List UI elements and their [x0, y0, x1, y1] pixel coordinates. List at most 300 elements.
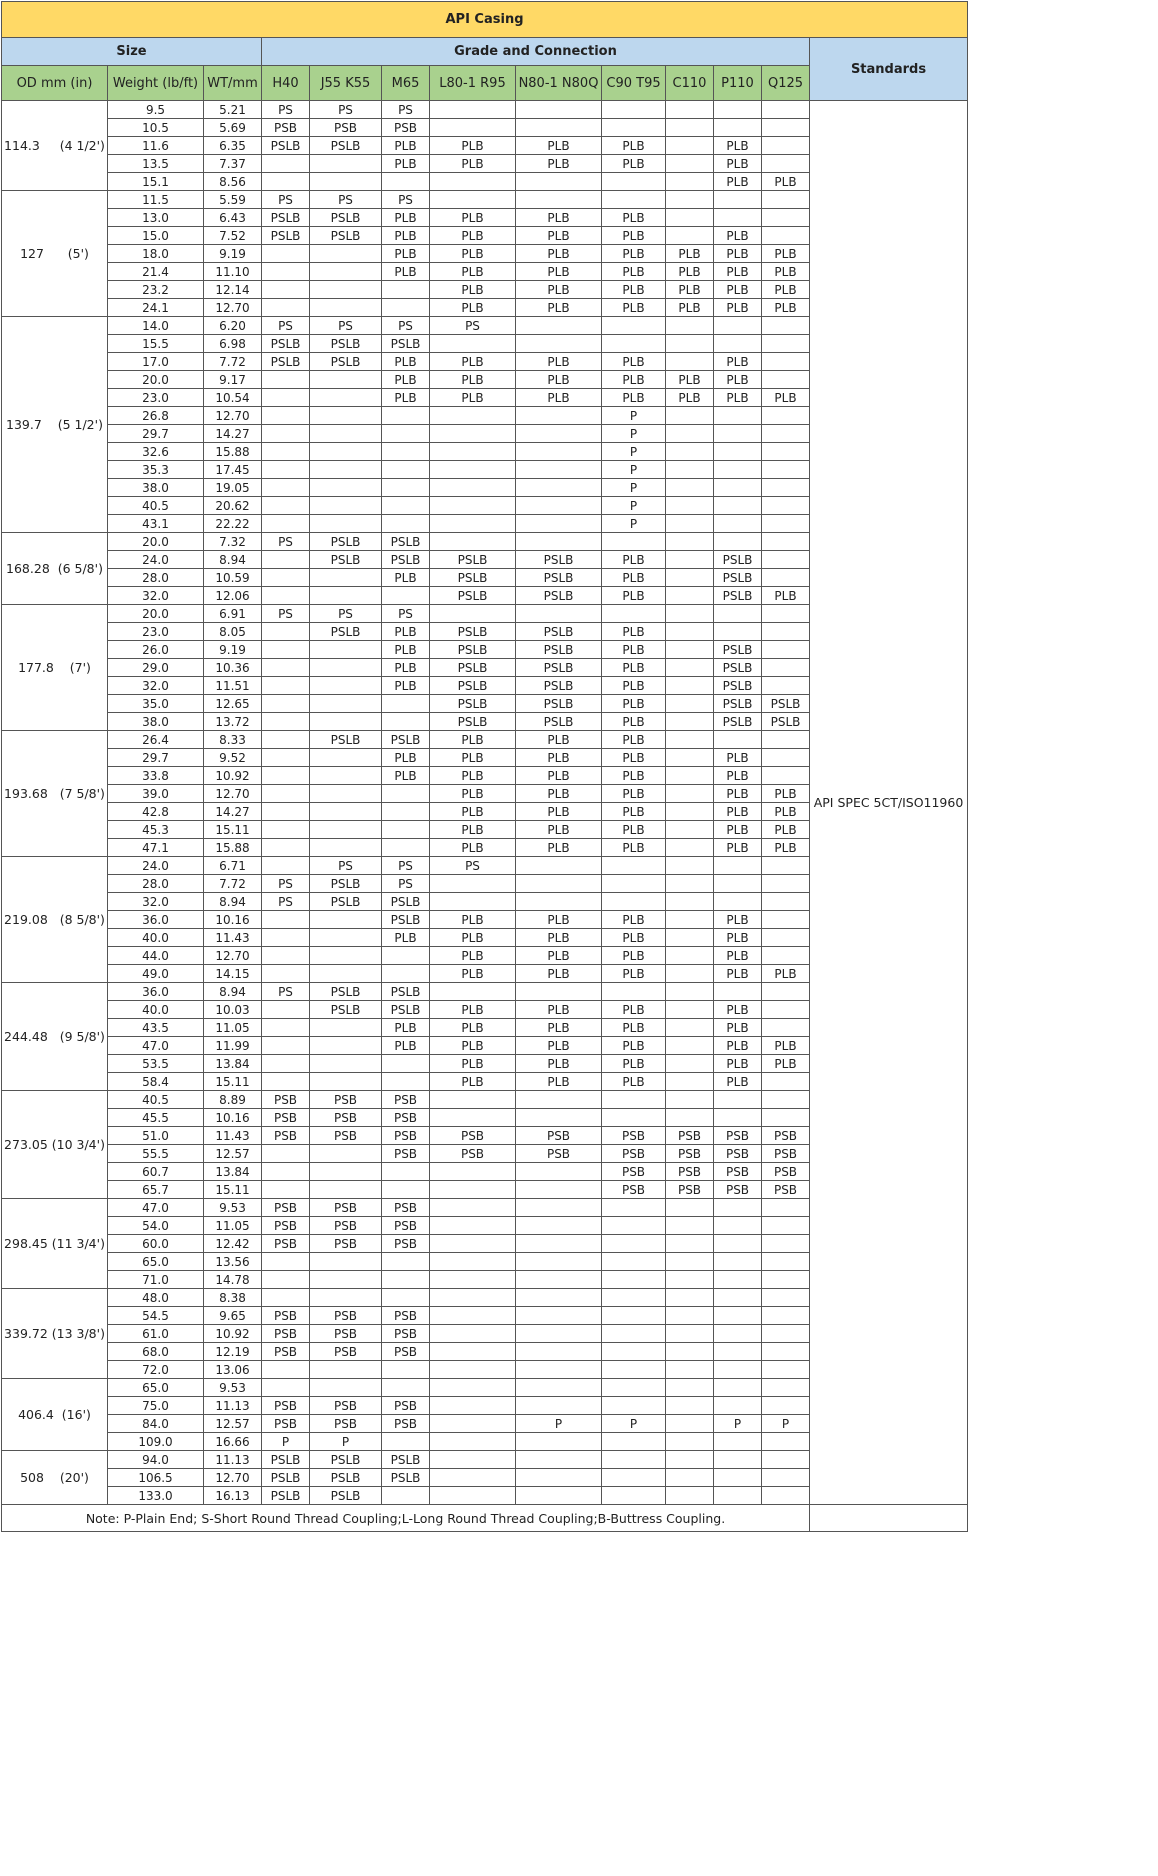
grade-cell: PSB [516, 1145, 602, 1163]
grade-cell: PSLB [262, 335, 310, 353]
wall-thickness-cell: 15.11 [204, 1181, 262, 1199]
grade-cell: PS [262, 893, 310, 911]
grade-cell: PSLB [516, 551, 602, 569]
grade-cell [516, 875, 602, 893]
weight-cell: 48.0 [108, 1289, 204, 1307]
grade-cell: PS [310, 317, 382, 335]
grade-cell [516, 1181, 602, 1199]
grade-cell: PSB [310, 1127, 382, 1145]
grade-cell: PSLB [382, 893, 430, 911]
od-cell: 177.8 (7') [2, 605, 108, 731]
grade-cell [516, 1091, 602, 1109]
grade-cell [762, 1469, 810, 1487]
weight-cell: 29.0 [108, 659, 204, 677]
grade-cell [382, 497, 430, 515]
grade-cell: PLB [762, 587, 810, 605]
wall-thickness-cell: 8.94 [204, 893, 262, 911]
grade-cell: PLB [382, 569, 430, 587]
grade-cell [762, 317, 810, 335]
grade-cell: PSB [262, 1217, 310, 1235]
weight-cell: 54.0 [108, 1217, 204, 1235]
grade-cell [666, 1415, 714, 1433]
grade-cell [714, 875, 762, 893]
grade-cell: PLB [430, 785, 516, 803]
grade-cell: PLB [516, 749, 602, 767]
grade-cell: PSB [382, 1145, 430, 1163]
grade-cell [430, 1181, 516, 1199]
wall-thickness-cell: 6.98 [204, 335, 262, 353]
wall-thickness-cell: 8.94 [204, 551, 262, 569]
grade-cell [430, 1361, 516, 1379]
wall-thickness-cell: 7.72 [204, 353, 262, 371]
grade-cell [762, 227, 810, 245]
grade-cell [516, 479, 602, 497]
grade-cell: PLB [602, 299, 666, 317]
wall-thickness-cell: 14.27 [204, 803, 262, 821]
wall-thickness-cell: 10.54 [204, 389, 262, 407]
wall-thickness-cell: 12.14 [204, 281, 262, 299]
od-cell: 114.3 (4 1/2') [2, 101, 108, 191]
column-header: M65 [382, 66, 430, 101]
weight-cell: 35.0 [108, 695, 204, 713]
standards-cell: API SPEC 5CT/ISO11960 [810, 101, 968, 1505]
grade-cell: PLB [516, 1073, 602, 1091]
grade-cell [516, 317, 602, 335]
grade-cell [762, 1235, 810, 1253]
grade-cell: PLB [430, 1001, 516, 1019]
grade-cell: PSB [382, 1091, 430, 1109]
grade-cell [666, 191, 714, 209]
grade-cell [262, 425, 310, 443]
grade-cell [666, 443, 714, 461]
grade-cell [516, 1397, 602, 1415]
grade-cell: PLB [666, 299, 714, 317]
grade-cell [666, 335, 714, 353]
grade-cell [666, 1343, 714, 1361]
grade-cell: PLB [516, 731, 602, 749]
grade-cell: PLB [430, 803, 516, 821]
grade-cell: PLB [714, 803, 762, 821]
wall-thickness-cell: 14.15 [204, 965, 262, 983]
weight-cell: 106.5 [108, 1469, 204, 1487]
grade-cell [382, 1181, 430, 1199]
grade-cell [430, 407, 516, 425]
od-cell: 219.08 (8 5/8') [2, 857, 108, 983]
standards-header: Standards [810, 38, 968, 101]
wall-thickness-cell: 11.10 [204, 263, 262, 281]
grade-cell: PSLB [310, 875, 382, 893]
grade-cell [516, 407, 602, 425]
grade-cell: PLB [382, 677, 430, 695]
grade-cell [262, 731, 310, 749]
weight-cell: 20.0 [108, 533, 204, 551]
wall-thickness-cell: 9.17 [204, 371, 262, 389]
grade-cell [262, 1037, 310, 1055]
column-header: L80-1 R95 [430, 66, 516, 101]
grade-cell: PSLB [310, 731, 382, 749]
wall-thickness-cell: 13.56 [204, 1253, 262, 1271]
grade-cell [714, 857, 762, 875]
grade-cell [602, 1397, 666, 1415]
grade-cell: PSLB [430, 551, 516, 569]
grade-cell: PLB [714, 1055, 762, 1073]
grade-cell [714, 1289, 762, 1307]
grade-cell [382, 299, 430, 317]
grade-cell [430, 173, 516, 191]
grade-cell [262, 587, 310, 605]
weight-cell: 15.5 [108, 335, 204, 353]
grade-cell: PS [262, 875, 310, 893]
wall-thickness-cell: 10.16 [204, 1109, 262, 1127]
grade-cell [762, 1379, 810, 1397]
grade-cell: PSB [262, 1235, 310, 1253]
grade-cell [762, 191, 810, 209]
grade-cell [310, 677, 382, 695]
weight-cell: 24.1 [108, 299, 204, 317]
grade-cell [262, 1289, 310, 1307]
weight-cell: 13.5 [108, 155, 204, 173]
grade-cell: PLB [516, 839, 602, 857]
grade-cell: PLB [516, 209, 602, 227]
wall-thickness-cell: 12.19 [204, 1343, 262, 1361]
grade-cell [262, 1019, 310, 1037]
grade-cell [762, 1451, 810, 1469]
weight-cell: 36.0 [108, 983, 204, 1001]
grade-cell [762, 1109, 810, 1127]
grade-cell [666, 785, 714, 803]
grade-cell [762, 929, 810, 947]
weight-cell: 65.0 [108, 1379, 204, 1397]
grade-cell [516, 533, 602, 551]
wall-thickness-cell: 8.33 [204, 731, 262, 749]
grade-cell [262, 407, 310, 425]
grade-cell: PLB [430, 767, 516, 785]
od-cell: 168.28 (6 5/8') [2, 533, 108, 605]
grade-cell: PSB [602, 1163, 666, 1181]
grade-cell: PLB [430, 209, 516, 227]
grade-cell [666, 659, 714, 677]
grade-cell: PLB [666, 371, 714, 389]
grade-cell: PS [310, 101, 382, 119]
column-header: OD mm (in) [2, 66, 108, 101]
wall-thickness-cell: 11.43 [204, 1127, 262, 1145]
grade-cell [262, 965, 310, 983]
grade-cell [602, 101, 666, 119]
grade-cell [310, 1019, 382, 1037]
grade-cell [310, 1181, 382, 1199]
grade-cell: PSB [382, 1217, 430, 1235]
grade-cell: PSB [714, 1163, 762, 1181]
grade-cell [516, 857, 602, 875]
weight-cell: 15.0 [108, 227, 204, 245]
grade-cell [430, 443, 516, 461]
weight-cell: 109.0 [108, 1433, 204, 1451]
grade-cell [666, 713, 714, 731]
grade-cell: PLB [714, 371, 762, 389]
grade-cell: P [310, 1433, 382, 1451]
grade-cell: PSLB [714, 587, 762, 605]
grade-cell: PSLB [430, 659, 516, 677]
grade-cell: PLB [516, 299, 602, 317]
grade-cell: PLB [430, 749, 516, 767]
grade-cell: PLB [516, 137, 602, 155]
grade-cell [516, 1325, 602, 1343]
grade-cell [666, 353, 714, 371]
grade-cell [666, 209, 714, 227]
grade-cell: PLB [430, 1055, 516, 1073]
grade-cell [666, 821, 714, 839]
grade-cell: PLB [430, 821, 516, 839]
grade-cell [602, 1199, 666, 1217]
grade-cell [310, 839, 382, 857]
weight-cell: 60.0 [108, 1235, 204, 1253]
weight-cell: 35.3 [108, 461, 204, 479]
grade-cell [310, 695, 382, 713]
grade-cell [262, 281, 310, 299]
grade-cell: PSLB [516, 623, 602, 641]
grade-cell [262, 803, 310, 821]
grade-cell [762, 1199, 810, 1217]
grade-cell: PLB [430, 371, 516, 389]
grade-cell [762, 605, 810, 623]
grade-cell: PSLB [262, 353, 310, 371]
wall-thickness-cell: 9.19 [204, 245, 262, 263]
grade-cell: PLB [714, 767, 762, 785]
grade-cell [516, 983, 602, 1001]
grade-cell [430, 1343, 516, 1361]
grade-cell: PSLB [310, 983, 382, 1001]
wall-thickness-cell: 7.37 [204, 155, 262, 173]
grade-cell: PLB [714, 155, 762, 173]
grade-cell [714, 425, 762, 443]
grade-cell [430, 479, 516, 497]
grade-cell: PLB [430, 155, 516, 173]
grade-cell: PSB [310, 1307, 382, 1325]
grade-cell [714, 605, 762, 623]
grade-cell [602, 875, 666, 893]
weight-cell: 14.0 [108, 317, 204, 335]
grade-cell: PLB [382, 371, 430, 389]
grade-cell [382, 839, 430, 857]
grade-cell [666, 101, 714, 119]
grade-cell [262, 713, 310, 731]
weight-cell: 28.0 [108, 569, 204, 587]
grade-cell [310, 1271, 382, 1289]
grade-cell [262, 479, 310, 497]
grade-cell [666, 1217, 714, 1235]
grade-cell: PSB [382, 1199, 430, 1217]
grade-cell: PSLB [516, 713, 602, 731]
grade-cell: PSLB [714, 569, 762, 587]
grade-cell: P [602, 515, 666, 533]
grade-cell [516, 1271, 602, 1289]
grade-cell: PSB [762, 1145, 810, 1163]
weight-cell: 53.5 [108, 1055, 204, 1073]
weight-cell: 45.5 [108, 1109, 204, 1127]
grade-cell: PLB [762, 785, 810, 803]
grade-cell [666, 461, 714, 479]
grade-cell: PSLB [714, 551, 762, 569]
grade-cell: PSB [262, 1127, 310, 1145]
grade-cell [382, 1379, 430, 1397]
grade-cell: PLB [714, 749, 762, 767]
grade-cell: PSLB [516, 569, 602, 587]
grade-cell: PSB [310, 1109, 382, 1127]
grade-cell [714, 1343, 762, 1361]
grade-cell: PLB [762, 389, 810, 407]
grade-cell: PLB [516, 1037, 602, 1055]
grade-cell: PLB [602, 245, 666, 263]
grade-cell: PSB [382, 1397, 430, 1415]
grade-cell: PLB [602, 695, 666, 713]
wall-thickness-cell: 6.71 [204, 857, 262, 875]
grade-cell [382, 443, 430, 461]
grade-cell: PLB [382, 1037, 430, 1055]
grade-cell [310, 389, 382, 407]
grade-cell [666, 227, 714, 245]
weight-cell: 23.0 [108, 623, 204, 641]
grade-cell: PSLB [430, 587, 516, 605]
grade-cell [762, 1487, 810, 1505]
grade-cell [382, 1073, 430, 1091]
grade-cell: PSB [382, 1109, 430, 1127]
grade-cell [666, 893, 714, 911]
grade-cell [310, 659, 382, 677]
grade-cell: PLB [382, 245, 430, 263]
weight-cell: 49.0 [108, 965, 204, 983]
grade-cell [430, 1199, 516, 1217]
grade-cell: PLB [430, 911, 516, 929]
grade-cell: PLB [762, 173, 810, 191]
wall-thickness-cell: 17.45 [204, 461, 262, 479]
grade-cell: PS [430, 317, 516, 335]
grade-cell [666, 1109, 714, 1127]
wall-thickness-cell: 10.16 [204, 911, 262, 929]
grade-cell [666, 1469, 714, 1487]
grade-cell: P [714, 1415, 762, 1433]
grade-cell [762, 893, 810, 911]
grade-cell: PSB [262, 1109, 310, 1127]
grade-cell [762, 1253, 810, 1271]
grade-cell [714, 1379, 762, 1397]
grade-cell [666, 965, 714, 983]
grade-cell: PLB [602, 767, 666, 785]
grade-cell [714, 1397, 762, 1415]
grade-cell [262, 245, 310, 263]
grade-cell [262, 299, 310, 317]
grade-cell [762, 1397, 810, 1415]
grade-cell: PSB [762, 1181, 810, 1199]
grade-cell [516, 1469, 602, 1487]
grade-cell: PSLB [310, 551, 382, 569]
grade-cell [310, 497, 382, 515]
grade-cell: PLB [602, 137, 666, 155]
grade-cell [602, 1325, 666, 1343]
column-header: C90 T95 [602, 66, 666, 101]
weight-cell: 23.2 [108, 281, 204, 299]
grade-cell [762, 461, 810, 479]
grade-cell [516, 1163, 602, 1181]
weight-cell: 26.4 [108, 731, 204, 749]
grade-cell: PSLB [430, 677, 516, 695]
grade-cell: PSLB [262, 1451, 310, 1469]
wall-thickness-cell: 8.05 [204, 623, 262, 641]
grade-cell: PLB [602, 155, 666, 173]
wall-thickness-cell: 14.78 [204, 1271, 262, 1289]
grade-cell: PLB [516, 785, 602, 803]
grade-cell [714, 407, 762, 425]
grade-cell: PLB [430, 731, 516, 749]
grade-cell [310, 803, 382, 821]
grade-cell [382, 1271, 430, 1289]
grade-cell [262, 1055, 310, 1073]
grade-cell [430, 101, 516, 119]
weight-cell: 40.0 [108, 929, 204, 947]
grade-cell: PLB [602, 551, 666, 569]
wall-thickness-cell: 16.13 [204, 1487, 262, 1505]
note-text: Note: P-Plain End; S-Short Round Thread Coupling;L-Long Round Thread Coupling;B-Buttress Coupling. [2, 1505, 810, 1532]
grade-cell: PS [262, 983, 310, 1001]
grade-cell [666, 425, 714, 443]
weight-cell: 133.0 [108, 1487, 204, 1505]
wall-thickness-cell: 11.05 [204, 1019, 262, 1037]
grade-cell: PSB [516, 1127, 602, 1145]
wall-thickness-cell: 8.89 [204, 1091, 262, 1109]
weight-cell: 94.0 [108, 1451, 204, 1469]
grade-cell: PSLB [516, 695, 602, 713]
grade-cell [310, 281, 382, 299]
grade-cell: PSLB [714, 713, 762, 731]
grade-cell [666, 695, 714, 713]
weight-cell: 9.5 [108, 101, 204, 119]
grade-cell [310, 569, 382, 587]
grade-cell: PLB [516, 245, 602, 263]
grade-cell: PSLB [310, 209, 382, 227]
grade-cell: PSB [310, 119, 382, 137]
weight-cell: 18.0 [108, 245, 204, 263]
grade-cell: PLB [602, 353, 666, 371]
grade-cell: PSLB [262, 1487, 310, 1505]
column-header: P110 [714, 66, 762, 101]
grade-cell [666, 587, 714, 605]
grade-cell: PSB [262, 1091, 310, 1109]
grade-cell: PLB [602, 587, 666, 605]
grade-cell [666, 155, 714, 173]
grade-cell [430, 425, 516, 443]
grade-cell [516, 1307, 602, 1325]
grade-cell: PLB [714, 911, 762, 929]
grade-cell [310, 173, 382, 191]
grade-cell [430, 191, 516, 209]
weight-cell: 24.0 [108, 551, 204, 569]
grade-cell [666, 677, 714, 695]
grade-cell: PSB [262, 1325, 310, 1343]
weight-cell: 47.0 [108, 1199, 204, 1217]
grade-cell: PLB [430, 263, 516, 281]
grade-cell [762, 767, 810, 785]
grade-cell [382, 461, 430, 479]
grade-cell [262, 749, 310, 767]
grade-cell [666, 983, 714, 1001]
wall-thickness-cell: 11.13 [204, 1397, 262, 1415]
grade-cell: PSLB [310, 227, 382, 245]
grade-cell [262, 263, 310, 281]
grade-cell [666, 929, 714, 947]
grade-cell: PSB [382, 1325, 430, 1343]
wall-thickness-cell: 9.53 [204, 1379, 262, 1397]
grade-cell: PSB [762, 1127, 810, 1145]
grade-cell: PSB [310, 1343, 382, 1361]
